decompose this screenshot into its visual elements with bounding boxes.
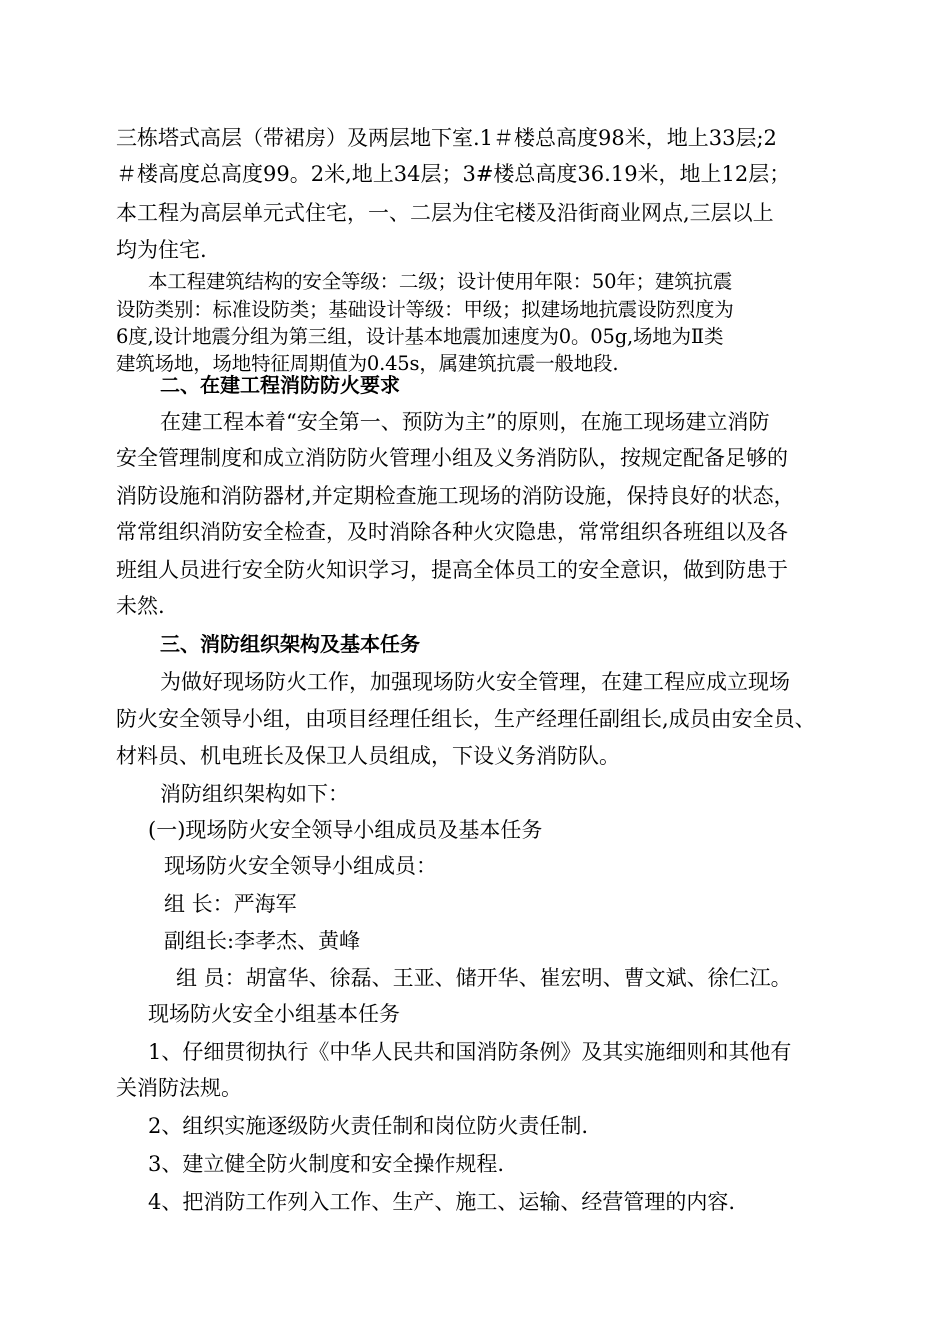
text-line: 设防类别：标准设防类；基础设计等级：甲级；拟建场地抗震设防烈度为: [116, 298, 734, 321]
text-line: 本工程建筑结构的安全等级：二级；设计使用年限：50年；建筑抗震: [148, 270, 733, 293]
list-item: 2、组织实施逐级防火责任制和岗位防火责任制.: [148, 1114, 589, 1138]
text-line: 班组人员进行安全防火知识学习，提高全体员工的安全意识，做到防患于: [116, 558, 788, 582]
section-heading-3: 三、消防组织架构及基本任务: [160, 632, 420, 656]
member-deputy: 副组长:李孝杰、黄峰: [164, 929, 361, 953]
list-item: 3、建立健全防火制度和安全操作规程.: [148, 1152, 505, 1176]
text-line: 安全管理制度和成立消防防火管理小组及义务消防队，按规定配备足够的: [116, 446, 788, 470]
text-line: 现场防火安全小组基本任务: [148, 1002, 400, 1026]
text-line: 本工程为高层单元式住宅，一、二层为住宅楼及沿街商业网点,三层以上: [116, 201, 774, 225]
text-line: 防火安全领导小组，由项目经理任组长，生产经理任副组长,成员由安全员、: [116, 707, 816, 731]
list-item: 1、仔细贯彻执行《中华人民共和国消防条例》及其实施细则和其他有: [148, 1040, 792, 1064]
list-item: 4、把消防工作列入工作、生产、施工、运输、经营管理的内容.: [148, 1190, 736, 1214]
text-line: 未然.: [116, 594, 165, 618]
text-line: 材料员、机电班长及保卫人员组成，下设义务消防队。: [116, 744, 620, 768]
text-line: 建筑场地，场地特征周期值为0.45s，属建筑抗震一般地段.: [116, 352, 619, 375]
section-heading-2: 二、在建工程消防防火要求: [160, 373, 400, 397]
text-line: 消防组织架构如下：: [160, 782, 349, 806]
member-list: 组 员：胡富华、徐磊、王亚、储开华、崔宏明、曹文斌、徐仁江。: [176, 966, 792, 990]
text-line: 6度,设计地震分组为第三组，设计基本地震加速度为0。05g,场地为Ⅱ类: [116, 325, 724, 348]
text-line: 为做好现场防火工作，加强现场防火安全管理，在建工程应成立现场: [160, 670, 790, 694]
text-line: 三栋塔式高层（带裙房）及两层地下室.1＃楼总高度98米，地上33层;2: [116, 126, 777, 150]
text-line: 常常组织消防安全检查，及时消除各种火灾隐患，常常组织各班组以及各: [116, 520, 788, 544]
text-line: 在建工程本着“安全第一、预防为主”的原则，在施工现场建立消防: [160, 410, 770, 434]
list-item-continued: 关消防法规。: [116, 1076, 242, 1100]
member-leader: 组 长：严海军: [164, 892, 297, 916]
text-line: 消防设施和消防器材,并定期检查施工现场的消防设施，保持良好的状态，: [116, 484, 795, 508]
text-line: 均为住宅.: [116, 238, 207, 262]
text-line: 现场防火安全领导小组成员：: [164, 854, 437, 878]
text-line: ＃楼高度总高度99。2米,地上34层；3#楼总高度36.19米，地上12层；: [116, 162, 791, 186]
subsection-heading: (一)现场防火安全领导小组成员及基本任务: [148, 818, 543, 842]
